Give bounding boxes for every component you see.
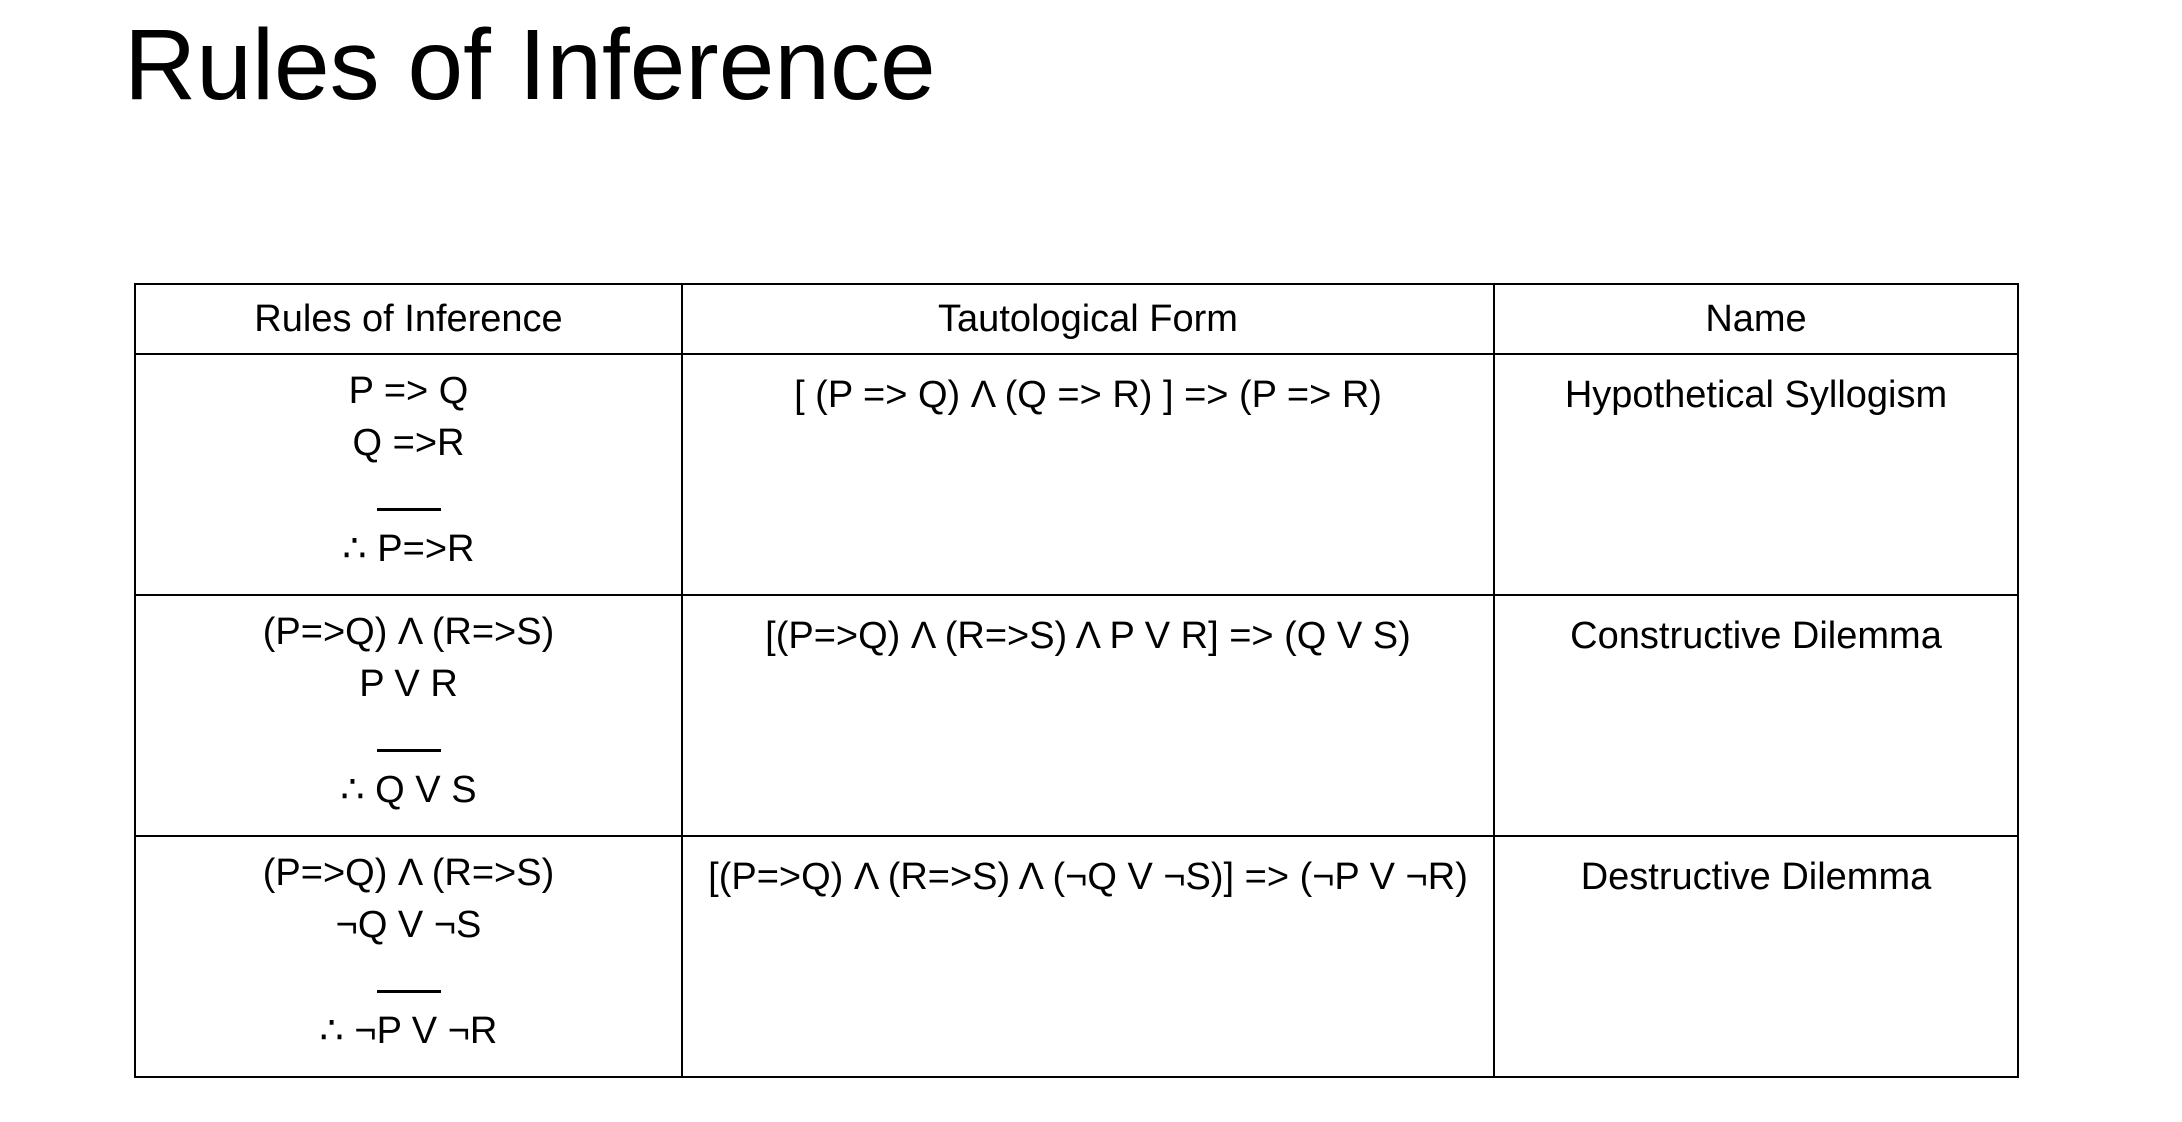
slide-title: Rules of Inference [124, 9, 936, 121]
premise-2: Q =>R [352, 422, 465, 464]
premise-1: (P=>Q) Λ (R=>S) [262, 611, 555, 653]
tautological-form-cell: [(P=>Q) Λ (R=>S) Λ (¬Q V ¬S)] => (¬P V ¬R) [682, 836, 1494, 1077]
rules-of-inference-table [134, 283, 2019, 1078]
inference-bar [146, 469, 671, 523]
header-rules-of-inference: Rules of Inference [135, 284, 682, 354]
table-row [135, 354, 2018, 595]
premise-1: (P=>Q) Λ (R=>S) [262, 852, 555, 894]
rule-cell [135, 595, 682, 836]
tautological-form-cell: [(P=>Q) Λ (R=>S) Λ P V R] => (Q V S) [682, 595, 1494, 836]
inference-bar [146, 951, 671, 1005]
conclusion: ∴ P=>R [342, 528, 475, 570]
conclusion: ∴ ¬P V ¬R [319, 1010, 498, 1052]
table-row [135, 595, 2018, 836]
inference-bar [146, 710, 671, 764]
tautological-form-cell: [ (P => Q) Λ (Q => R) ] => (P => R) [682, 354, 1494, 595]
rule-name-cell: Constructive Dilemma [1494, 595, 2018, 836]
header-name: Name [1494, 284, 2018, 354]
conclusion: ∴ Q V S [340, 769, 477, 811]
table-row [135, 836, 2018, 1077]
rule-name-cell: Destructive Dilemma [1494, 836, 2018, 1077]
rule-cell [135, 836, 682, 1077]
rule-cell [135, 354, 682, 595]
premise-2: ¬Q V ¬S [335, 904, 482, 946]
premise-2: P V R [359, 663, 458, 705]
table-header-row [135, 284, 2018, 354]
premise-1: P => Q [348, 370, 469, 412]
header-tautological-form: Tautological Form [682, 284, 1494, 354]
rule-name-cell: Hypothetical Syllogism [1494, 354, 2018, 595]
